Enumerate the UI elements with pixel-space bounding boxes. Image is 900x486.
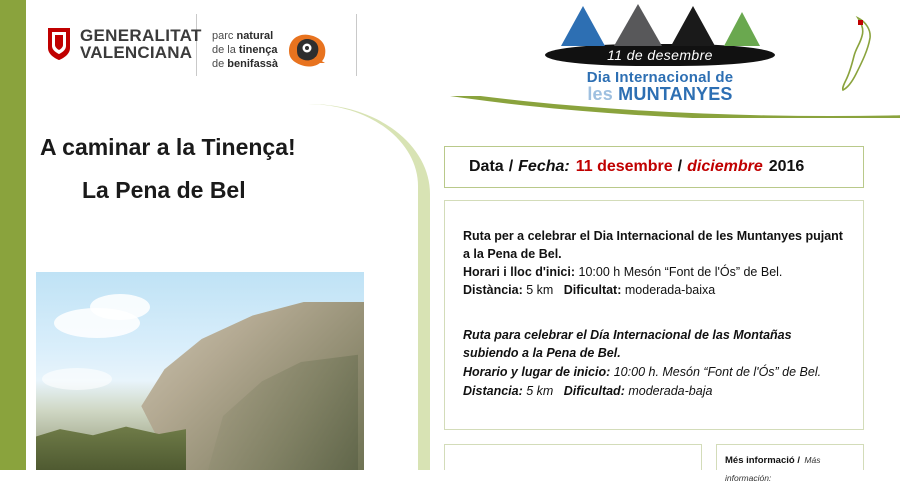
peak-blue-icon — [561, 6, 605, 46]
es-difficulty-value: moderada-baja — [628, 383, 713, 398]
generalitat-label — [80, 27, 202, 62]
ca-schedule-label: Horari i lloc d'inici: — [463, 265, 576, 280]
es-intro-line1: Ruta para celebrar el Día Internacional de las Montañas — [463, 327, 792, 342]
page-subtitle: La Pena de Bel — [82, 177, 246, 203]
header-divider-2 — [356, 14, 357, 76]
gv-shield-icon — [46, 26, 72, 62]
generalitat-line2: VALENCIANA — [80, 43, 193, 62]
dia-internacional-muntanyes-logo — [545, 4, 775, 104]
es-schedule-label: Horario y lugar de inicio: — [463, 365, 611, 379]
tinenca-l2a: de la — [212, 43, 239, 56]
date-bar — [444, 146, 864, 188]
route-info-catalan — [463, 227, 845, 300]
route-info-spanish — [463, 326, 845, 401]
date-value-ca: 11 desembre — [575, 158, 673, 175]
cloud-shape-2 — [90, 294, 150, 320]
generalitat-line1: GENERALITAT — [80, 25, 202, 45]
cloud-shape-3 — [42, 368, 112, 390]
peak-green-icon — [724, 12, 760, 46]
mountain-peaks-icon — [545, 4, 775, 46]
bird-logo-icon — [285, 31, 329, 71]
dim-line-2 — [545, 84, 775, 105]
es-distance-label: Distancia: — [463, 383, 523, 398]
ribbon-date: 11 de desembre — [545, 44, 775, 66]
valencia-map-icon — [838, 16, 874, 92]
peak-grey-icon — [614, 4, 662, 46]
tinenca-l2b: tinença — [238, 43, 278, 56]
ca-schedule-value: 10:00 h Mesón “Font de l'Ós” de Bel. — [578, 265, 783, 280]
tinenca-l3b: benifassà — [227, 57, 279, 70]
left-title-block — [40, 134, 420, 204]
tinenca-l3a: de — [212, 57, 228, 70]
route-photo — [36, 272, 364, 470]
ca-difficulty-label: Dificultat: — [563, 283, 622, 298]
dim-line-1: Dia Internacional de — [586, 69, 734, 86]
date-label-separator: / — [508, 158, 514, 175]
es-distance-value: 5 km — [526, 383, 554, 398]
date-value-es: diciembre — [687, 158, 763, 175]
date-label-ca: Data — [469, 158, 504, 175]
tinenca-benifassa-logo — [212, 30, 329, 71]
ca-distance-label: Distància: — [463, 283, 523, 298]
es-schedule-value: 10:00 h. Mesón “Font de l'Ós” de Bel. — [613, 365, 822, 379]
dim-line-2-light: les — [587, 84, 619, 104]
peak-black-icon — [671, 6, 715, 46]
ca-intro-line2: a la Pena de Bel. — [463, 247, 562, 262]
bottom-left-panel — [444, 444, 702, 470]
date-value-separator: / — [677, 158, 683, 175]
more-info-label-ca: Més informació / — [725, 455, 800, 466]
ca-intro-line1: Ruta per a celebrar el Dia Internacional de les Muntanyes pujant — [463, 229, 843, 243]
ca-difficulty-value: moderada-baixa — [624, 283, 716, 298]
more-info-panel — [716, 444, 864, 483]
tinenca-l1a: parc — [212, 30, 237, 42]
date-label-es: Fecha: — [518, 158, 570, 175]
route-info-box — [444, 200, 864, 430]
date-year: 2016 — [768, 158, 805, 175]
dim-line-2-bold: MUNTANYES — [618, 84, 733, 104]
more-info-label-es: Más información: — [725, 455, 821, 483]
page-title: A caminar a la Tinença! — [40, 134, 296, 160]
generalitat-valenciana-logo — [46, 26, 202, 62]
ca-distance-value: 5 km — [526, 283, 554, 298]
tinenca-label — [212, 30, 278, 71]
es-difficulty-label: Dificultad: — [563, 383, 625, 398]
es-intro-line2: subiendo a la Pena de Bel. — [463, 346, 621, 361]
tinenca-l1b: natural — [236, 30, 274, 42]
page-header — [0, 0, 900, 104]
